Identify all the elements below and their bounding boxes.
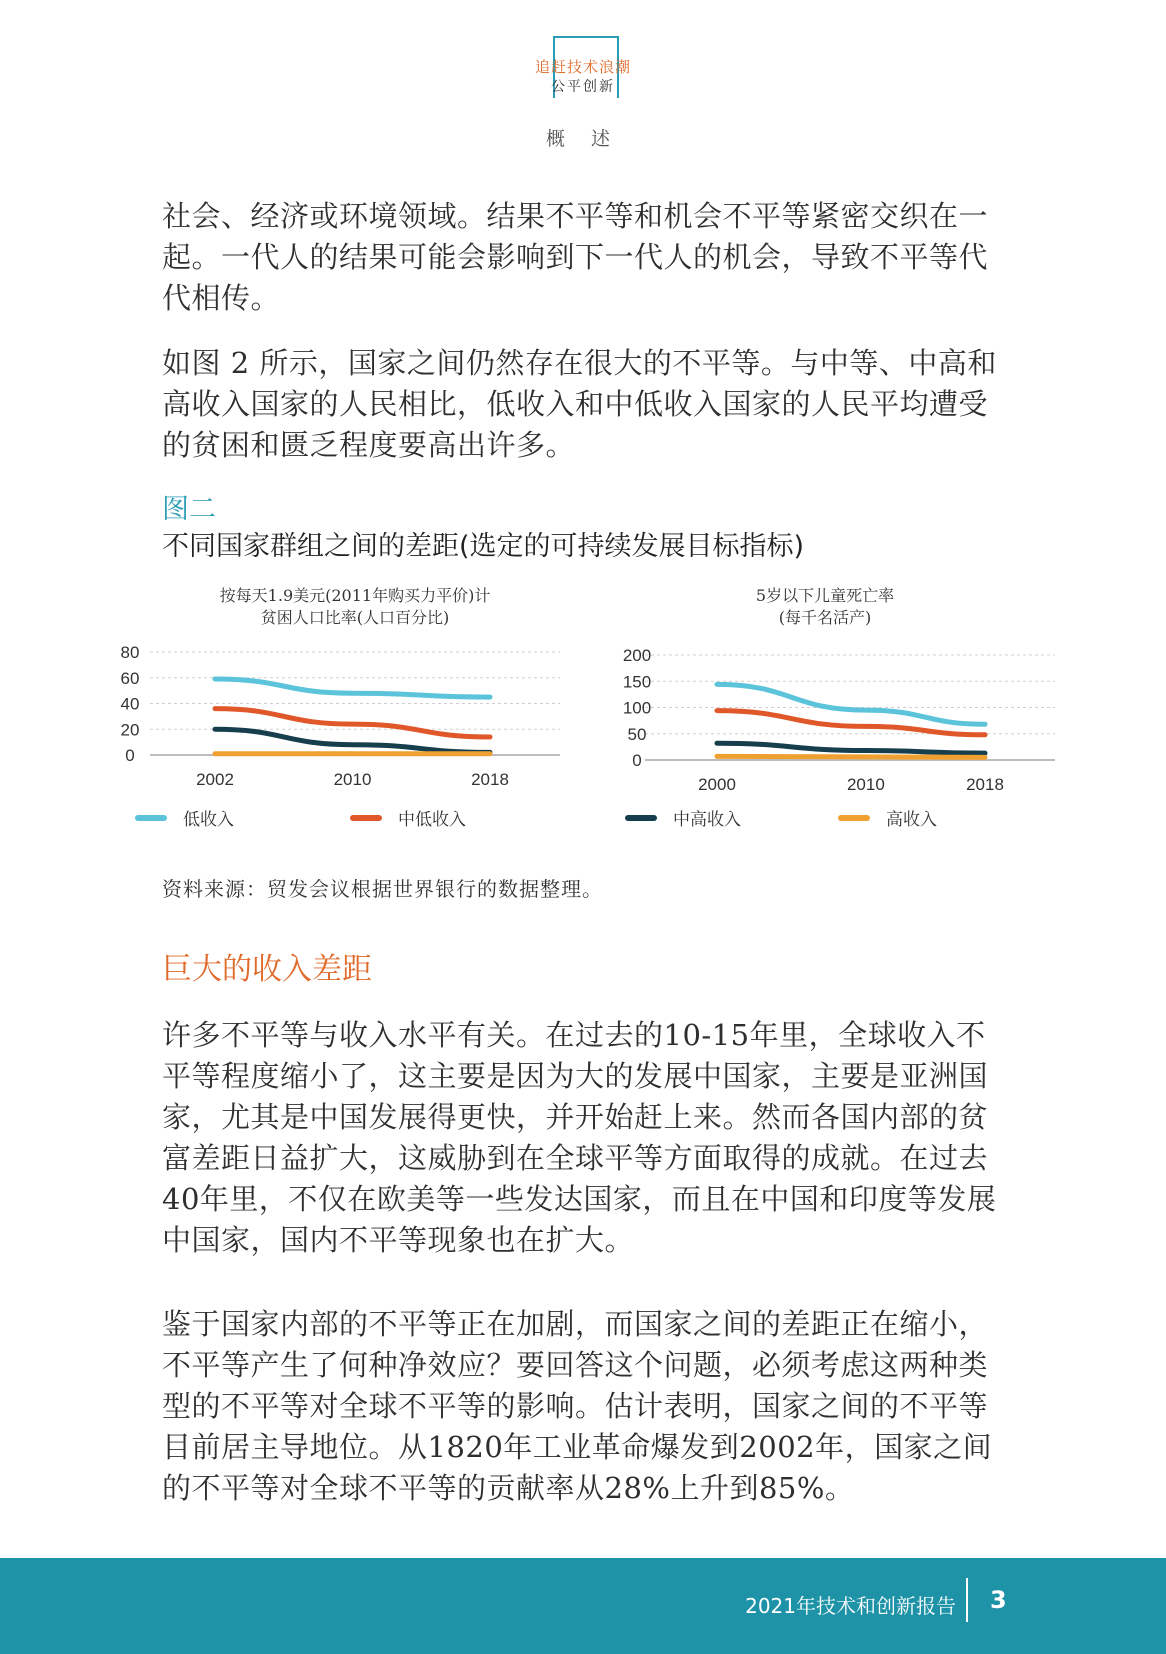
legend-swatch-upper-middle-income [625, 815, 657, 821]
legend-label-high-income: 高收入 [886, 810, 937, 830]
header-title: 追赶技术浪潮 [534, 58, 631, 76]
chart-1-title [155, 585, 555, 629]
legend-item-upper-middle-income [625, 805, 741, 830]
chart-2-xtick-1: 2010 [846, 775, 885, 794]
chart-1-title-line2: 贫困人口比率(人口百分比) [260, 608, 450, 627]
chart-2-series-3-line [717, 756, 985, 757]
chart-1-series-0-line [215, 679, 490, 697]
chart-2-title [650, 585, 1000, 629]
legend-label-lower-middle-income: 中低收入 [398, 810, 466, 830]
chart-1-xtick-0: 2002 [196, 770, 234, 789]
chart-1-xtick-2: 2018 [471, 770, 509, 789]
section-heading: 巨大的收入差距 [162, 952, 372, 987]
paragraph-3: 许多不平等与收入水平有关。在过去的10-15年里，全球收入不平等程度缩小了，这主要是因为大的发展中国家，主要是亚洲国家，尤其是中国发展得更快，并开始赶上来。然而各国内部的贫富差距日益扩大，这威胁到在全球平等方面取得的成就。在过去40年里，不仅在欧美等一些发达国家，而且在中国和印度等发展中国家，国内不平等现象也在扩大。 [162, 1018, 997, 1257]
figure-label: 图二 [162, 494, 216, 525]
figure-source: 资料来源：贸发会议根据世界银行的数据整理。 [162, 877, 603, 901]
legend-item-high-income [838, 805, 937, 830]
legend-item-lower-middle-income [350, 805, 466, 830]
figure-title: 不同国家群组之间的差距(选定的可持续发展目标指标) [162, 531, 805, 562]
legend-item-low-income [135, 805, 234, 830]
chart-2-ytick-4: 200 [622, 646, 652, 665]
chart-2-series-2-line [717, 743, 985, 753]
header-subtitle: 公平创新 [551, 79, 615, 95]
footer-report-title: 2021年技术和创新报告 [745, 1594, 956, 1618]
legend-swatch-lower-middle-income [350, 815, 382, 821]
chart-2-series-0-line [717, 684, 985, 724]
chart-2-ytick-2: 100 [622, 698, 652, 718]
paragraph-1: 社会、经济或环境领域。结果不平等和机会不平等紧密交织在一起。一代人的结果可能会影响到下一代人的机会，导致不平等代代相传。 [162, 199, 989, 315]
chart-2-xtick-0: 2000 [698, 775, 736, 794]
chart-1-ytick-0: 0 [125, 746, 135, 765]
legend-swatch-high-income [838, 815, 870, 821]
chart-2-title-line2: (每千名活产) [778, 608, 872, 627]
chart-2-ytick-3: 150 [622, 672, 652, 692]
chart-1-xtick-1: 2010 [333, 770, 372, 789]
paragraph-2: 如图 2 所示，国家之间仍然存在很大的不平等。与中等、中高和高收入国家的人民相比，低收入和中低收入国家的人民平均遭受的贫困和匮乏程度要高出许多。 [162, 346, 997, 462]
chart-2-ytick-0: 0 [632, 751, 642, 770]
legend-swatch-low-income [135, 815, 167, 821]
footer-bar [0, 1558, 1166, 1654]
figure-charts [0, 630, 1166, 800]
legend-label-upper-middle-income: 中高收入 [673, 810, 741, 830]
chart-1-ytick-3: 60 [120, 668, 140, 688]
chart-1-ytick-2: 40 [120, 694, 140, 714]
legend-label-low-income: 低收入 [183, 810, 234, 830]
page-number: 3 [990, 1586, 1007, 1614]
paragraph-4: 鉴于国家内部的不平等正在加剧，而国家之间的差距正在缩小，不平等产生了何种净效应？要回答这个问题，必须考虑这两种类型的不平等对全球不平等的影响。估计表明，国家之间的不平等目前居主导地位。从1820年工业革命爆发到2002年，国家之间的不平等对全球不平等的贡献率从28%上升到85%。 [162, 1307, 993, 1505]
chart-2-title-line1: 5岁以下儿童死亡率 [755, 586, 895, 605]
chart-legend [0, 805, 1166, 831]
section-label: 概 述 [545, 128, 621, 150]
footer-divider [966, 1578, 968, 1622]
chart-2-ytick-1: 50 [627, 724, 647, 744]
chart-2-xtick-2: 2018 [966, 775, 1004, 794]
chart-1-ytick-4: 80 [120, 643, 140, 662]
chart-1-title-line1: 按每天1.9美元(2011年购买力平价)计 [219, 586, 491, 605]
chart-1-ytick-1: 20 [120, 720, 140, 740]
